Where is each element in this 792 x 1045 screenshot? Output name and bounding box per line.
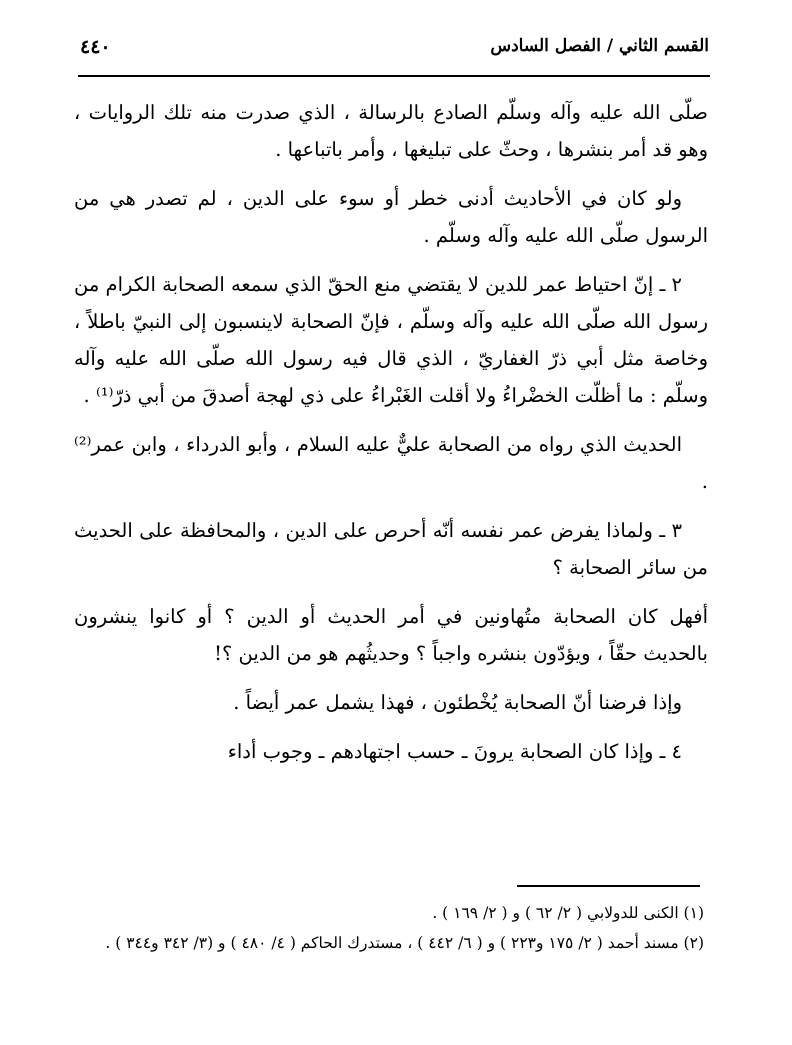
paragraph: ولو كان في الأحاديث أدنى خطر أو سوء على الدين ، لم تصدر هي من الرسول صلّى الله عليه وآله وسلّم . [74,187,708,247]
paragraph: ٣ ـ ولماذا يفرض عمر نفسه أنّه أحرص على الدين ، والمحافظة على الحديث من سائر الصحابة ؟ [74,519,708,579]
header-title: القسم الثاني / الفصل السادس [490,36,709,56]
paragraph: الحديث الذي رواه من الصحابة عليٌّ عليه السلام ، وأبو الدرداء ، وابن عمر⁽²⁾ . [74,433,708,493]
footnote: (٢) مسند أحمد ( ٢/ ١٧٥ و٢٢٣ ) و ( ٦/ ٤٤٢ ) ، مستدرك الحاكم ( ٤/ ٤٨٠ ) و (٣/ ٣٤٢ و٣٤٤ ) . [105,934,704,952]
footnote-rule [517,885,700,887]
paragraph: وإذا فرضنا أنّ الصحابة يُخْطئون ، فهذا يشمل عمر أيضاً . [233,691,682,714]
running-header [80,30,709,76]
paragraph: ٤ ـ وإذا كان الصحابة يرونَ ـ حسب اجتهادهم ـ وجوب أداء [227,740,682,763]
footnotes [74,898,704,958]
header-rule [78,75,710,77]
paragraph: صلّى الله عليه وآله وسلّم الصادع بالرسالة ، الذي صدرت منه تلك الروايات ، وهو قد أمر بنشرها ، وحثّ على تبليغها ، وأمر باتباعها . [74,101,708,161]
paragraph: أفهل كان الصحابة متُهاونين في أمر الحديث أو الدين ؟ أو كانوا ينشرون بالحديث حقّاً ، ويؤدّون بنشره واجباً ؟ وحديثُهم هو من الدين ؟! [74,605,708,665]
footnote: (١) الكنى للدولابي ( ٢/ ٦٢ ) و ( ٢/ ١٦٩ ) . [432,904,704,922]
paragraph: ٢ ـ إنّ احتياط عمر للدين لا يقتضي منع الحقّ الذي سمعه الصحابة الكرام من رسول الله صلّى الله عليه وآله وسلّم ، فإنّ الصحابة لاينسبون إلى النبيّ باطلاً ، وخاصة مثل أبي ذرّ الغفاريّ ، الذي قال فيه رسول الله صلّى الله عليه وآله وسلّم : ما أظلّت الخضْراءُ ولا أقلت الغَبْراءُ على ذي لهجة أصدقَ من أبي ذرّ⁽¹⁾ . [74,273,708,407]
body-text [74,94,708,782]
page-number: ٤٤٠ [80,36,111,58]
